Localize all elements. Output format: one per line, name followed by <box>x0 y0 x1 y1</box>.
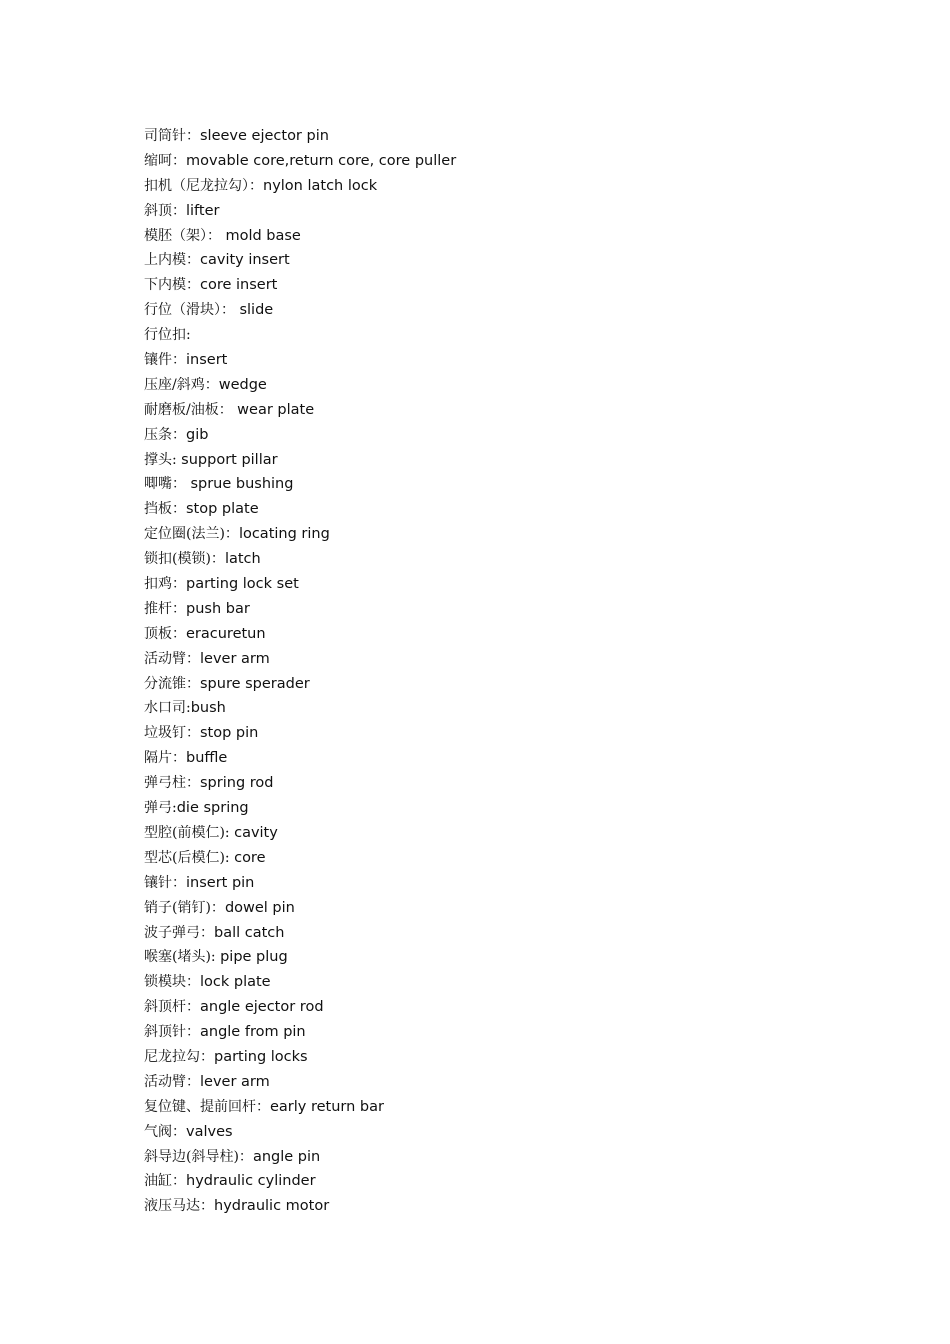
term-english: insert pin <box>186 874 255 891</box>
term-chinese: 液压马达： <box>144 1198 214 1215</box>
term-english: lock plate <box>200 974 271 991</box>
term-row <box>144 1045 456 1070</box>
term-chinese: 水口司: <box>144 700 191 717</box>
term-row <box>144 1145 456 1170</box>
term-chinese: 行位扣: <box>144 327 191 344</box>
term-row <box>144 846 456 871</box>
term-chinese: 型腔(前模仁): <box>144 824 235 841</box>
term-chinese: 司筒针： <box>144 128 200 144</box>
term-english: mold base <box>225 227 301 244</box>
term-chinese: 隔片： <box>144 750 186 767</box>
term-english: sprue bushing <box>190 476 294 493</box>
term-english: wedge <box>218 376 267 393</box>
term-chinese: 气阀： <box>144 1123 186 1140</box>
term-english: support pillar <box>181 451 278 468</box>
term-row <box>144 1020 456 1045</box>
term-row <box>144 448 456 473</box>
term-chinese: 压条： <box>144 426 186 443</box>
term-english: angle ejector rod <box>200 999 324 1016</box>
term-row <box>144 721 456 746</box>
term-chinese: 镶针： <box>144 874 186 891</box>
term-list <box>144 124 456 1219</box>
term-english: stop plate <box>186 501 259 518</box>
term-english: cavity insert <box>200 252 290 269</box>
term-english: slide <box>239 302 274 319</box>
term-english: wear plate <box>237 401 315 418</box>
term-english: cavity <box>234 824 278 841</box>
term-row <box>144 871 456 896</box>
term-row <box>144 423 456 448</box>
term-row <box>144 1095 456 1120</box>
term-chinese: 斜顶杆： <box>144 999 200 1016</box>
term-chinese: 扣鸡： <box>144 576 186 593</box>
term-chinese: 上内模： <box>144 252 200 269</box>
term-row <box>144 224 456 249</box>
term-english: spure sperader <box>200 675 310 692</box>
term-english: spring rod <box>200 775 274 792</box>
term-row <box>144 746 456 771</box>
term-row <box>144 497 456 522</box>
term-chinese: 斜导边(斜导柱)： <box>144 1148 253 1165</box>
term-english: movable core,return core, core puller <box>186 152 457 169</box>
term-english: gib <box>186 426 209 443</box>
term-chinese: 压座/斜鸡： <box>144 376 219 393</box>
term-english: stop pin <box>200 725 259 742</box>
term-row <box>144 696 456 721</box>
term-chinese: 耐磨板/油板： <box>144 401 238 418</box>
term-english: eracuretun <box>186 625 266 642</box>
term-row <box>144 622 456 647</box>
term-row <box>144 672 456 697</box>
term-chinese: 缩呵： <box>144 152 186 169</box>
term-row <box>144 821 456 846</box>
term-english: push bar <box>186 600 250 617</box>
term-english: nylon latch lock <box>263 177 378 194</box>
term-row <box>144 647 456 672</box>
term-english: valves <box>186 1123 233 1140</box>
term-row <box>144 1194 456 1219</box>
term-row <box>144 124 456 149</box>
term-chinese: 推杆： <box>144 600 186 617</box>
term-row <box>144 921 456 946</box>
term-row <box>144 572 456 597</box>
term-chinese: 喉塞(堵头): <box>144 949 221 966</box>
term-english: angle from pin <box>200 1024 306 1041</box>
term-row <box>144 1169 456 1194</box>
term-chinese: 唧嘴： <box>144 476 191 493</box>
term-row <box>144 995 456 1020</box>
term-english: insert <box>186 352 228 369</box>
term-english: core insert <box>200 277 278 294</box>
term-chinese: 销子(销钉)： <box>144 899 225 916</box>
term-row <box>144 771 456 796</box>
term-english: dowel pin <box>224 899 295 916</box>
term-row <box>144 547 456 572</box>
term-chinese: 定位圈(法兰)： <box>144 526 239 543</box>
term-english: locating ring <box>238 526 330 543</box>
term-chinese: 顶板： <box>144 625 186 642</box>
term-chinese: 撑头: <box>144 451 182 468</box>
term-chinese: 扣机（尼龙拉勾）： <box>144 177 263 194</box>
term-row <box>144 398 456 423</box>
term-chinese: 型芯(后模仁): <box>144 849 235 866</box>
term-row <box>144 298 456 323</box>
term-row <box>144 273 456 298</box>
term-row <box>144 970 456 995</box>
term-chinese: 锁模块： <box>144 974 200 991</box>
term-english: hydraulic motor <box>214 1198 330 1215</box>
term-english: lever arm <box>200 650 270 667</box>
term-row <box>144 323 456 348</box>
term-chinese: 垃圾钉： <box>144 725 200 742</box>
term-english: pipe plug <box>220 949 288 966</box>
term-row <box>144 1070 456 1095</box>
term-english: angle pin <box>252 1148 321 1165</box>
term-row <box>144 1120 456 1145</box>
term-row <box>144 896 456 921</box>
term-chinese: 模胚（架）： <box>144 227 226 244</box>
term-chinese: 活动臂： <box>144 1073 200 1090</box>
term-chinese: 活动臂： <box>144 650 200 667</box>
term-row <box>144 248 456 273</box>
term-row <box>144 522 456 547</box>
term-chinese: 波子弹弓： <box>144 924 214 941</box>
term-chinese: 镶件： <box>144 352 186 369</box>
term-row <box>144 199 456 224</box>
term-english: buffle <box>186 750 228 767</box>
term-english: lifter <box>186 202 220 219</box>
term-row <box>144 597 456 622</box>
term-english: hydraulic cylinder <box>186 1173 316 1190</box>
term-chinese: 复位键、提前回杆： <box>144 1098 270 1115</box>
term-row <box>144 348 456 373</box>
term-row <box>144 796 456 821</box>
term-english: lever arm <box>200 1073 270 1090</box>
term-chinese: 分流锥： <box>144 675 200 692</box>
term-row <box>144 149 456 174</box>
term-row <box>144 945 456 970</box>
term-chinese: 挡板： <box>144 501 186 518</box>
term-english: parting lock set <box>186 576 299 593</box>
term-chinese: 弹弓: <box>144 800 177 817</box>
term-row <box>144 174 456 199</box>
term-chinese: 斜顶： <box>144 202 186 219</box>
term-english: latch <box>224 551 261 568</box>
term-chinese: 斜顶针： <box>144 1024 200 1041</box>
term-english: early return bar <box>270 1098 384 1115</box>
term-chinese: 油缸： <box>144 1173 186 1190</box>
term-english: bush <box>190 700 226 717</box>
term-chinese: 弹弓柱： <box>144 775 200 792</box>
term-chinese: 下内模： <box>144 277 200 294</box>
term-row <box>144 472 456 497</box>
term-chinese: 尼龙拉勾： <box>144 1048 214 1065</box>
term-english: core <box>234 849 266 866</box>
term-chinese: 锁扣(模锁)： <box>144 551 225 568</box>
term-english: sleeve ejector pin <box>200 128 329 144</box>
term-chinese: 行位（滑块）： <box>144 302 240 319</box>
term-english: ball catch <box>214 924 285 941</box>
term-english: die spring <box>176 800 249 817</box>
term-row <box>144 373 456 398</box>
term-english: parting locks <box>214 1048 308 1065</box>
